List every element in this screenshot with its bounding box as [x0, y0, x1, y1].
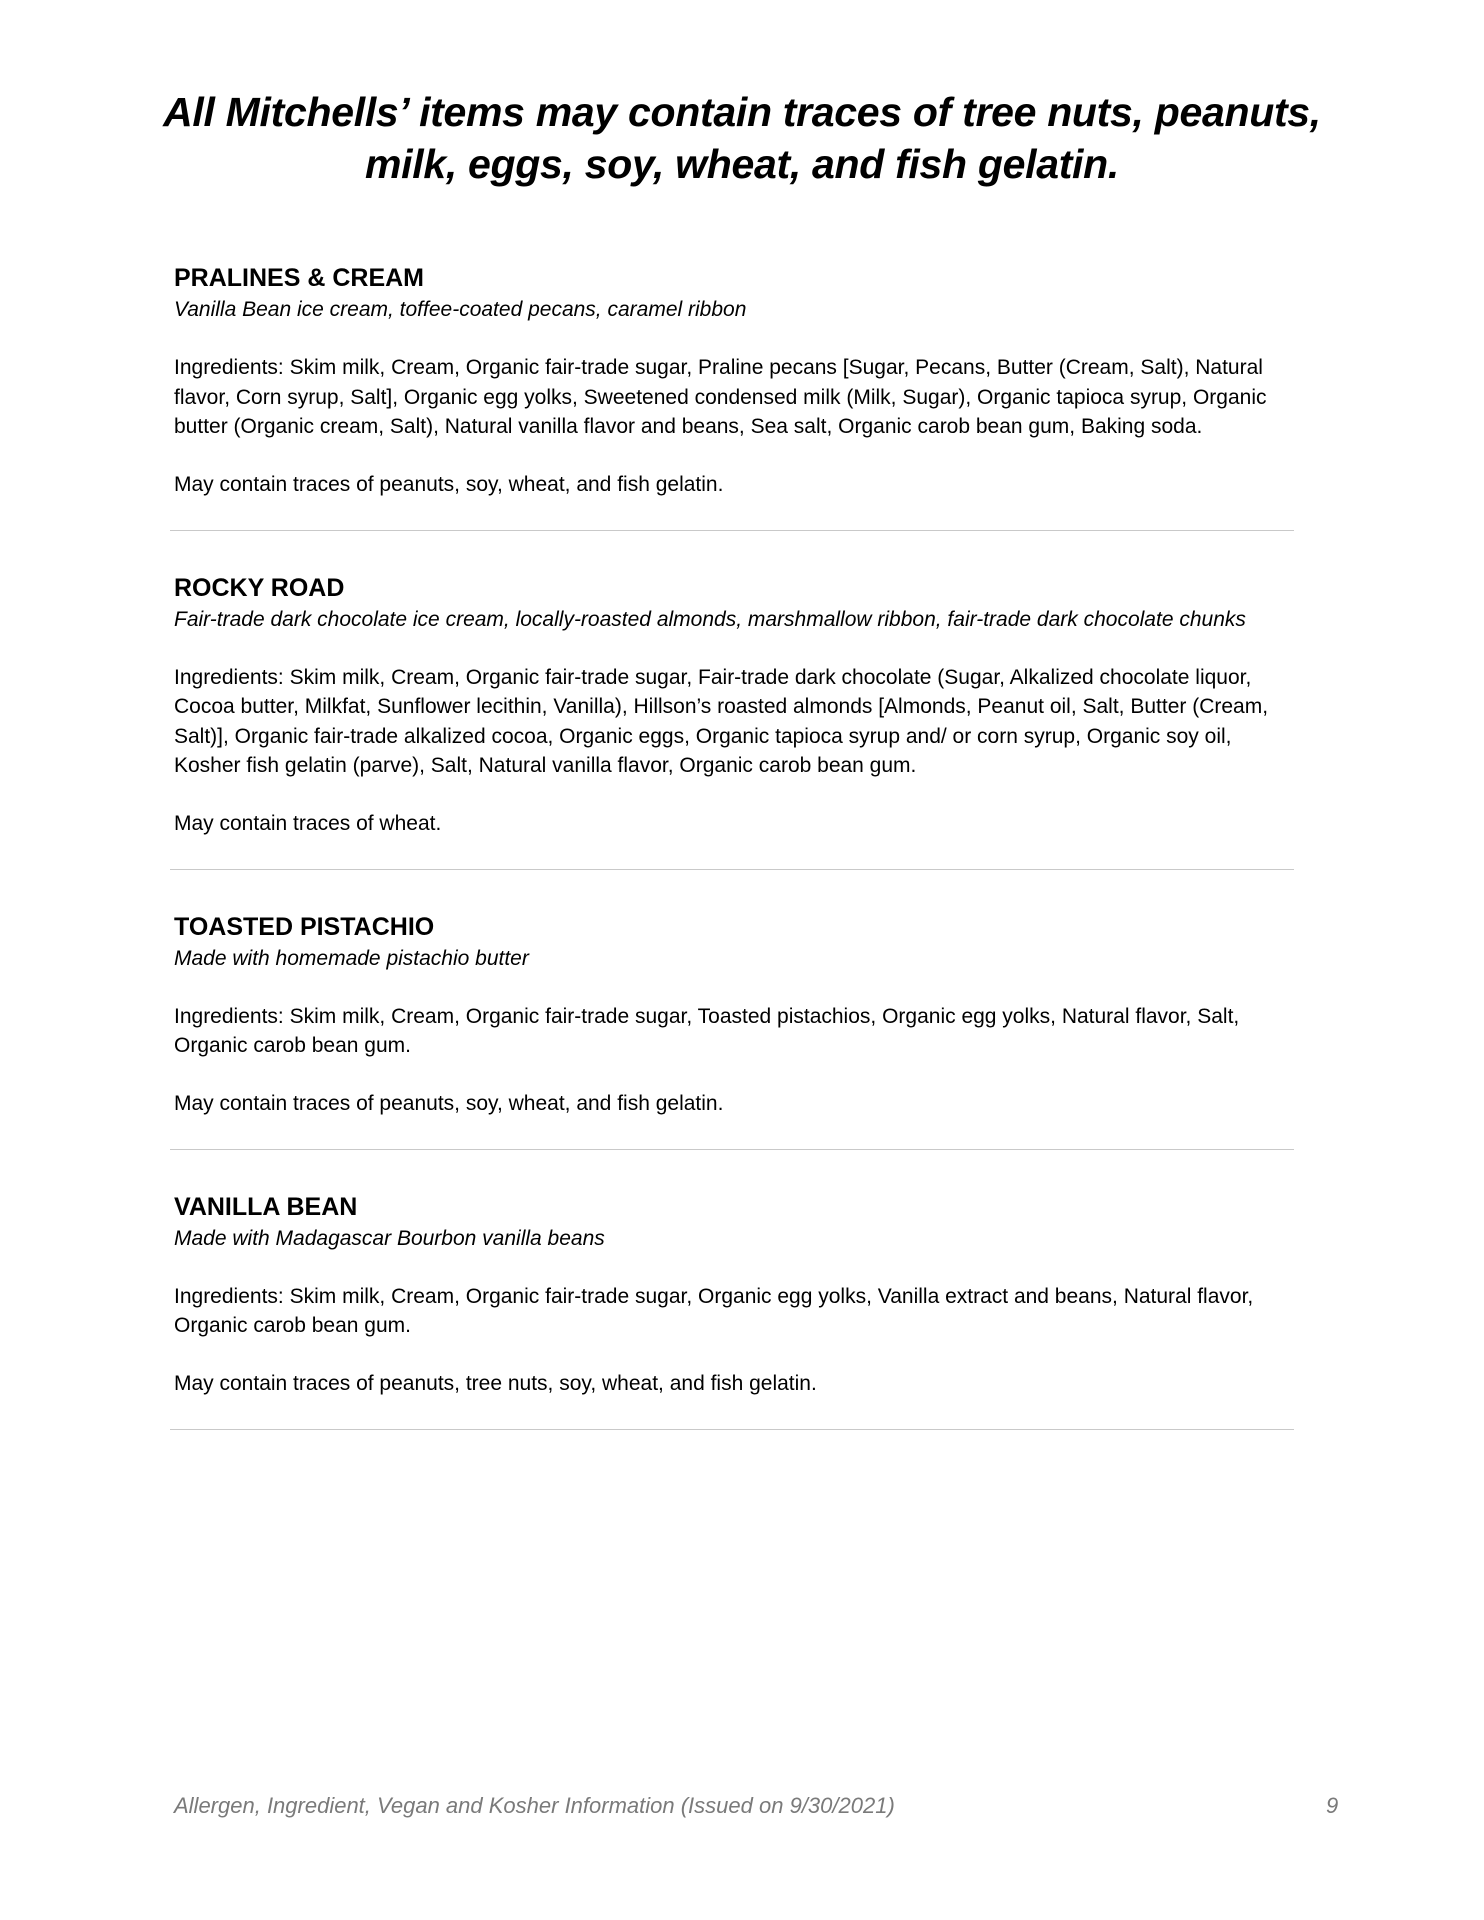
flavor-name: VANILLA BEAN — [174, 1192, 358, 1221]
flavor-name: TOASTED PISTACHIO — [174, 912, 435, 941]
flavor-list — [174, 257, 1300, 1466]
flavor-entry-toasted-pistachio — [174, 906, 1300, 1119]
flavor-traces: May contain traces of peanuts, tree nuts, soy, wheat, and fish gelatin. — [174, 1371, 817, 1395]
allergen-banner — [150, 86, 1334, 190]
flavor-entry-pralines-cream — [174, 257, 1300, 500]
footer-document-title: Allergen, Ingredient, Vegan and Kosher Information (Issued on 9/30/2021) — [174, 1793, 895, 1818]
flavor-traces: May contain traces of peanuts, soy, wheat, and fish gelatin. — [174, 472, 724, 496]
section-divider — [170, 530, 1294, 531]
flavor-ingredients: Ingredients: Skim milk, Cream, Organic fair-trade sugar, Praline pecans [Sugar, Pecans, Butter (Cream, Salt), Natural flavor, Corn syrup, Salt], Organic egg yolks, Sweetened condensed milk (Milk, Sugar), Organic tapioca syrup, Organic butter (Organic cream, Salt), Natural vanilla flavor and beans, Sea salt, Organic carob bean gum, Baking soda. — [174, 356, 1267, 438]
flavor-description: Vanilla Bean ice cream, toffee-coated pecans, caramel ribbon — [174, 298, 747, 321]
allergen-banner-line-1: All Mitchells’ items may contain traces of tree nuts, peanuts, — [163, 89, 1321, 135]
flavor-traces: May contain traces of peanuts, soy, wheat, and fish gelatin. — [174, 1091, 724, 1115]
flavor-traces: May contain traces of wheat. — [174, 811, 442, 835]
flavor-entry-vanilla-bean — [174, 1186, 1300, 1399]
flavor-entry-rocky-road — [174, 567, 1300, 839]
section-divider — [170, 1429, 1294, 1430]
flavor-name: ROCKY ROAD — [174, 573, 345, 602]
footer-page-number: 9 — [1326, 1793, 1339, 1818]
flavor-ingredients: Ingredients: Skim milk, Cream, Organic fair-trade sugar, Fair-trade dark chocolate (Sugar, Alkalized chocolate liquor, Cocoa butter, Milkfat, Sunflower lecithin, Vanilla), Hillson’s roasted almonds [Almonds, Peanut oil, Salt, Butter (Cream, Salt)], Organic fair-trade alkalized cocoa, Organic eggs, Organic tapioca syrup and/ or corn syrup, Organic soy oil, Kosher fish gelatin (parve), Salt, Natural vanilla flavor, Organic carob bean gum. — [174, 665, 1269, 777]
flavor-description: Fair-trade dark chocolate ice cream, locally-roasted almonds, marshmallow ribbon, fair-trade dark chocolate chunks — [174, 607, 1246, 631]
flavor-description: Made with Madagascar Bourbon vanilla beans — [174, 1226, 605, 1250]
allergen-banner-line-2: milk, eggs, soy, wheat, and fish gelatin. — [365, 141, 1119, 187]
section-divider — [170, 1149, 1294, 1150]
section-divider — [170, 869, 1294, 870]
flavor-name: PRALINES & CREAM — [174, 264, 425, 292]
flavor-description: Made with homemade pistachio butter — [174, 946, 529, 970]
flavor-ingredients: Ingredients: Skim milk, Cream, Organic fair-trade sugar, Toasted pistachios, Organic egg yolks, Natural flavor, Salt, Organic carob bean gum. — [174, 1004, 1240, 1057]
flavor-ingredients: Ingredients: Skim milk, Cream, Organic fair-trade sugar, Organic egg yolks, Vanilla extract and beans, Natural flavor, Organic carob bean gum. — [174, 1284, 1254, 1337]
